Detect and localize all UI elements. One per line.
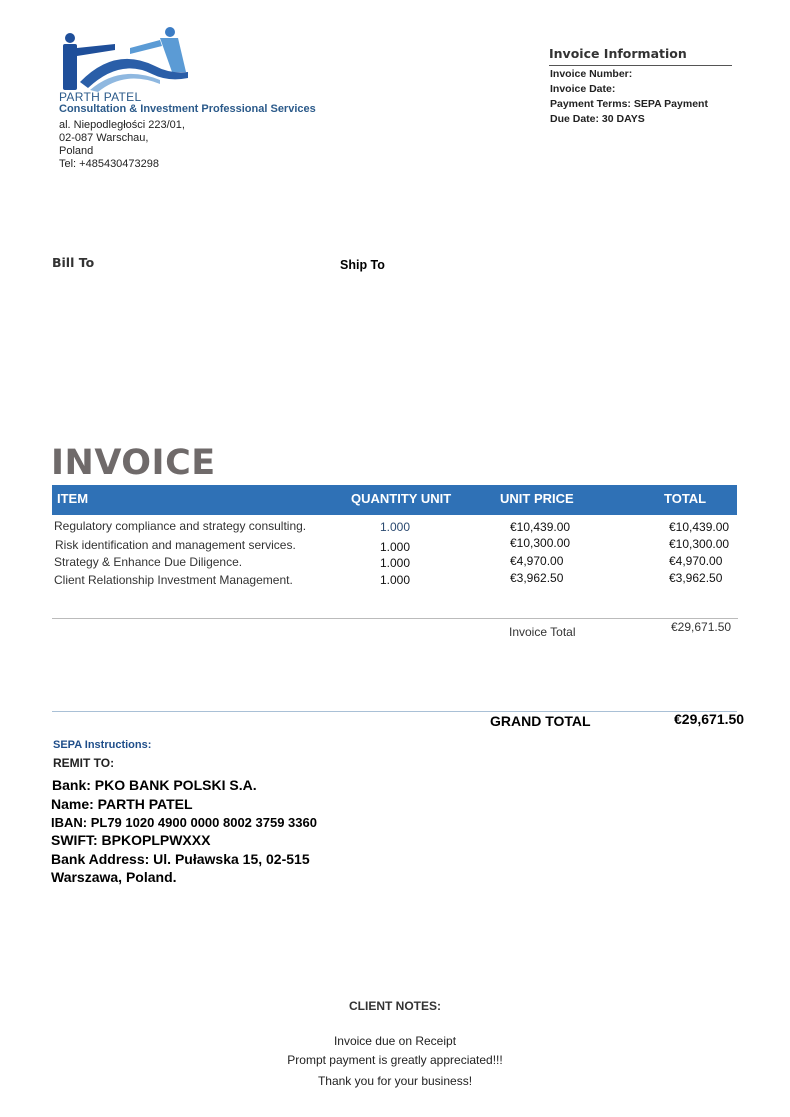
row-total: €10,300.00 [669, 537, 730, 551]
row-qty: 1.000 [380, 520, 411, 534]
note-line: Thank you for your business! [317, 1074, 473, 1088]
bank-line: SWIFT: BPKOPLPWXXX [51, 832, 211, 848]
company-tagline: Consultation & Investment Professional Services [59, 103, 316, 115]
phone-line: Tel: +485430473298 [59, 158, 160, 170]
bank-line: Warszawa, Poland. [51, 869, 177, 885]
bank-line: IBAN: PL79 1020 4900 0000 8002 3759 3360 [51, 815, 317, 830]
ship-to-label: Ship To [340, 258, 385, 272]
address-line: 02-087 Warschau, [59, 132, 149, 144]
row-total: €10,439.00 [669, 520, 730, 534]
divider [52, 618, 738, 619]
invoice-info-title: Invoice Information [549, 46, 687, 61]
invoice-date-label: Invoice Date: [550, 83, 616, 95]
row-total: €4,970.00 [669, 554, 723, 568]
payment-terms: Payment Terms: SEPA Payment [550, 98, 708, 110]
due-date: Due Date: 30 DAYS [550, 113, 645, 125]
sepa-title: SEPA Instructions: [53, 739, 152, 751]
grand-total-value: €29,671.50 [674, 711, 745, 727]
row-price: €3,962.50 [510, 571, 564, 585]
row-price: €4,970.00 [510, 554, 564, 568]
figures-logo-icon [60, 26, 190, 92]
row-price: €10,439.00 [510, 520, 571, 534]
row-total: €3,962.50 [669, 571, 723, 585]
divider [549, 65, 732, 66]
remit-label: REMIT TO: [53, 756, 115, 770]
row-qty: 1.000 [380, 540, 411, 554]
row-item: Strategy & Enhance Due Diligence. [54, 555, 243, 569]
column-header-total: TOTAL [664, 491, 707, 506]
client-notes-title: CLIENT NOTES: [349, 999, 441, 1013]
grand-total-label: GRAND TOTAL [490, 713, 591, 729]
note-line: Prompt payment is greatly appreciated!!! [287, 1053, 503, 1067]
bank-line: Bank: PKO BANK POLSKI S.A. [52, 777, 257, 793]
bank-line: Bank Address: Ul. Puławska 15, 02-515 [51, 851, 310, 867]
address-line: al. Niepodległości 223/01, [59, 119, 185, 131]
invoice-total-label: Invoice Total [509, 625, 576, 639]
column-header-quantity: QUANTITY UNIT [351, 491, 452, 506]
row-price: €10,300.00 [510, 536, 571, 550]
page-title: INVOICE [51, 443, 216, 483]
note-line: Invoice due on Receipt [333, 1034, 457, 1048]
invoice-total-value: €29,671.50 [671, 620, 732, 634]
bill-to-label: Bill To [52, 255, 95, 270]
address-line: Poland [59, 145, 94, 157]
row-item: Client Relationship Investment Management. [54, 573, 293, 587]
row-item: Regulatory compliance and strategy consulting. [54, 519, 307, 533]
row-item: Risk identification and management services. [55, 538, 296, 552]
invoice-number-label: Invoice Number: [550, 68, 633, 80]
bank-line: Name: PARTH PATEL [51, 796, 193, 812]
column-header-unit-price: UNIT PRICE [500, 491, 574, 506]
row-qty: 1.000 [380, 573, 411, 587]
company-name: PARTH PATEL [59, 90, 142, 104]
row-qty: 1.000 [380, 556, 411, 570]
column-header-item: ITEM [57, 491, 89, 506]
divider [52, 711, 737, 712]
